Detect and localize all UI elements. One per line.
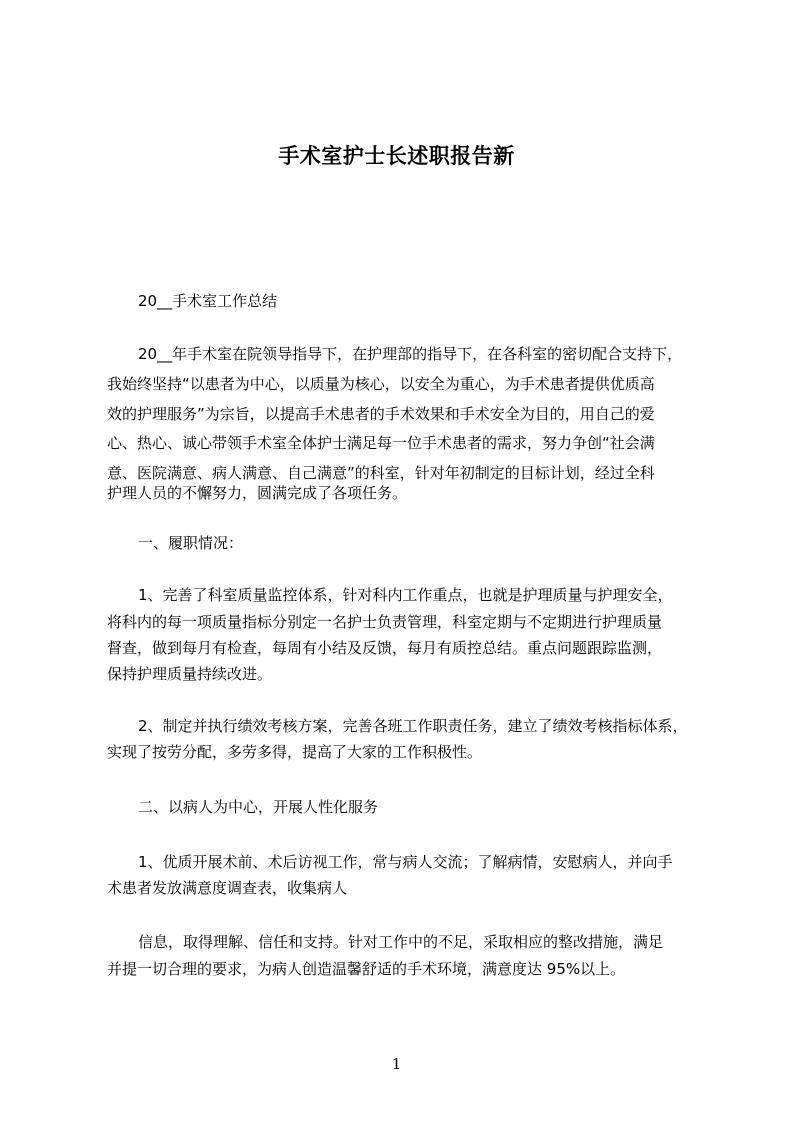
paragraph-line: 将科内的每一项质量指标分别定一名护士负责管理，科室定期与不定期进行护理质量: [107, 613, 663, 631]
paragraph-line: 保持护理质量持续改进。: [107, 665, 273, 683]
paragraph-line: 督查，做到每月有检查，每周有小结及反馈，每月有质控总结。重点问题跟踪监测，: [107, 639, 663, 657]
paragraph-line: 效的护理服务”为宗旨，以提高手术患者的手术效果和手术安全为目的，用自己的爱: [107, 405, 655, 423]
paragraph-line: 1、完善了科室质量监控体系，针对科内工作重点，也就是护理质量与护理安全，: [138, 586, 673, 604]
paragraph-line: 实现了按劳分配，多劳多得，提高了大家的工作积极性。: [107, 743, 483, 761]
paragraph-line: 2、制定并执行绩效考核方案，完善各班工作职责任务，建立了绩效考核指标体系，: [138, 717, 688, 735]
paragraph-line: 心、热心、诚心带领手术室全体护士满足每一位手术患者的需求，努力争创“社会满: [107, 434, 655, 452]
section-heading: 20__手术室工作总结: [138, 292, 278, 310]
page-number: 1: [391, 1055, 402, 1073]
paragraph-line: 术患者发放满意度调查表，收集病人: [107, 879, 348, 897]
paragraph-line: 信息，取得理解、信任和支持。针对工作中的不足，采取相应的整改措施，满足: [138, 933, 664, 951]
heading-duty-performance: 一、履职情况：: [138, 534, 244, 552]
paragraph-line: 我始终坚持“以患者为中心，以质量为核心，以安全为重心，为手术患者提供优质高: [107, 375, 655, 393]
paragraph-line: 并提一切合理的要求，为病人创造温馨舒适的手术环境，满意度达 95%以上。: [107, 960, 626, 978]
paragraph-line: 意、医院满意、病人满意、自己满意”的科室，针对年初制定的目标计划，经过全科: [107, 464, 655, 482]
paragraph-line: 1、优质开展术前、术后访视工作，常与病人交流；了解病情，安慰病人，并向手: [138, 853, 673, 871]
paragraph-line: 护理人员的不懈努力，圆满完成了各项任务。: [107, 484, 408, 502]
document-title: 手术室护士长述职报告新: [278, 144, 515, 168]
paragraph-line: 20__年手术室在院领导指导下，在护理部的指导下，在各科室的密切配合支持下，: [138, 345, 683, 363]
heading-patient-centered-service: 二、以病人为中心，开展人性化服务: [138, 798, 379, 816]
